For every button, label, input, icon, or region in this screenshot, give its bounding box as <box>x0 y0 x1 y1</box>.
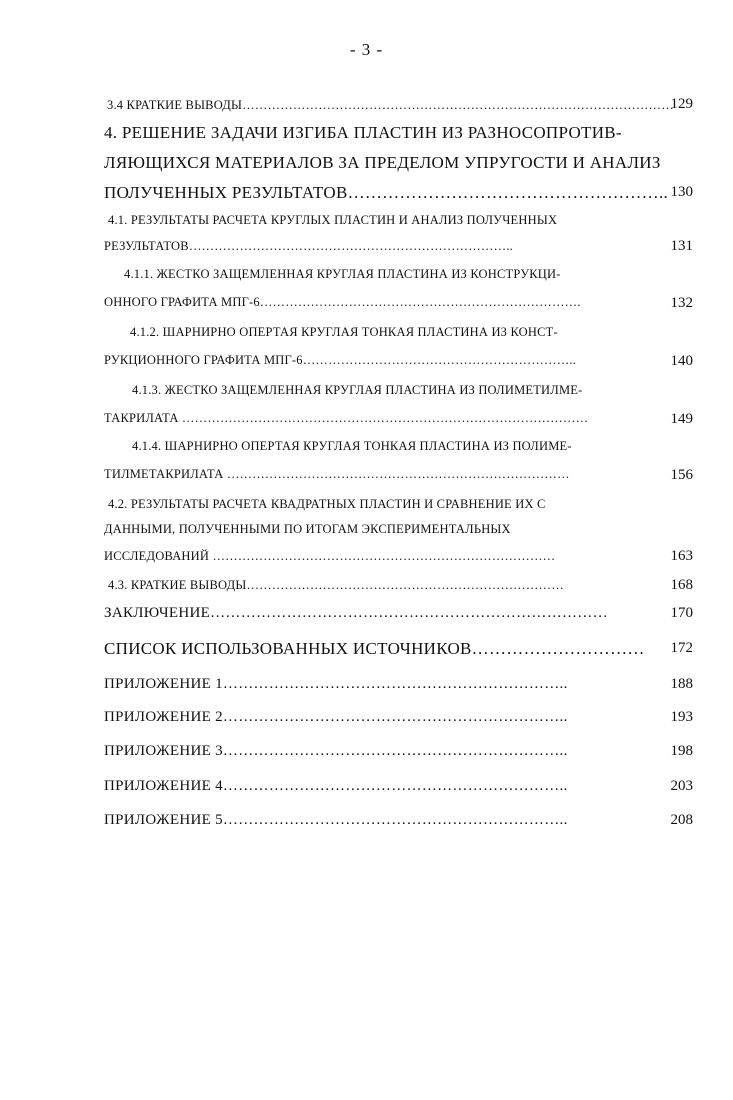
toc-entry-page: 172 <box>670 640 693 656</box>
toc-entry-4-1-2-line1 <box>0 322 733 344</box>
toc-entry-4-1-1-line1 <box>0 264 733 286</box>
toc-entry-page: 131 <box>670 238 693 254</box>
toc-entry-text: ПРИЛОЖЕНИЕ 4………………………………………………………….. <box>104 778 568 794</box>
toc-entry-page: 129 <box>670 96 693 112</box>
toc-entry-4-line2 <box>0 150 733 176</box>
toc-entry-text: ОННОГО ГРАФИТА МПГ-6…………………………………………………………………. <box>104 295 581 309</box>
toc-entry-appendix-2 <box>0 706 733 730</box>
toc-entry-4-2-line1 <box>0 494 733 516</box>
toc-entry-4-3 <box>0 575 733 597</box>
toc-entry-page: 203 <box>670 778 693 794</box>
toc-entry-appendix-1 <box>0 673 733 697</box>
toc-entry-page: 163 <box>670 548 693 564</box>
toc-entry-text: 4.1.3. ЖЕСТКО ЗАЩЕМЛЕННАЯ КРУГЛАЯ ПЛАСТИНА ИЗ ПОЛИМЕТИЛМЕ- <box>132 383 583 397</box>
toc-entry-text: ЗАКЛЮЧЕНИЕ…………………………………………………………………… <box>104 605 608 621</box>
toc-entry-page: 193 <box>670 709 693 725</box>
toc-entry-page: 149 <box>670 411 693 427</box>
toc-entry-text: ПРИЛОЖЕНИЕ 1………………………………………………………….. <box>104 676 568 692</box>
toc-entry-appendix-5 <box>0 809 733 833</box>
toc-entry-appendix-4 <box>0 775 733 799</box>
toc-entry-page: 168 <box>670 577 693 593</box>
toc-entry-4-line1 <box>0 120 733 146</box>
toc-entry-3-4 <box>0 94 733 116</box>
toc-entry-text: ПОЛУЧЕННЫХ РЕЗУЛЬТАТОВ……………………………………………….. <box>104 183 669 202</box>
toc-entry-text: СПИСОК ИСПОЛЬЗОВАННЫХ ИСТОЧНИКОВ………………………… <box>104 639 645 658</box>
toc-entry-4-line3 <box>0 180 733 206</box>
toc-entry-4-2-line3 <box>0 546 733 568</box>
toc-entry-text: 3.4 КРАТКИЕ ВЫВОДЫ………………………………………………………………………………………… <box>107 98 674 112</box>
toc-entry-text: 4.1. РЕЗУЛЬТАТЫ РАСЧЕТА КРУГЛЫХ ПЛАСТИН И АНАЛИЗ ПОЛУЧЕННЫХ <box>108 213 558 227</box>
toc-entry-text: ПРИЛОЖЕНИЕ 3………………………………………………………….. <box>104 743 568 759</box>
toc-entry-appendix-3 <box>0 740 733 764</box>
toc-entry-4-1-2-line2 <box>0 350 733 372</box>
toc-entry-page: 132 <box>670 295 693 311</box>
toc-entry-4-2-line2 <box>0 519 733 541</box>
toc-entry-4-1-1-line2 <box>0 292 733 314</box>
toc-entry-4-1-4-line2 <box>0 464 733 486</box>
toc-entry-text: РУКЦИОННОГО ГРАФИТА МПГ-6……………………………………………………….. <box>104 353 577 367</box>
toc-entry-text: 4.2. РЕЗУЛЬТАТЫ РАСЧЕТА КВАДРАТНЫХ ПЛАСТИН И СРАВНЕНИЕ ИХ С <box>108 497 546 511</box>
toc-entry-references <box>0 636 733 662</box>
toc-entry-4-1-3-line2 <box>0 408 733 430</box>
toc-entry-4-1-3-line1 <box>0 380 733 402</box>
toc-entry-text: ТАКРИЛАТА …………………………………………………………………………………… <box>104 411 589 425</box>
toc-entry-text: 4.1.1. ЖЕСТКО ЗАЩЕМЛЕННАЯ КРУГЛАЯ ПЛАСТИНА ИЗ КОНСТРУКЦИ- <box>124 267 561 281</box>
toc-entry-text: РЕЗУЛЬТАТОВ………………………………………………………………….. <box>104 239 513 253</box>
toc-entry-text: 4.3. КРАТКИЕ ВЫВОДЫ………………………………………………………………… <box>108 578 564 592</box>
toc-entry-text: ПРИЛОЖЕНИЕ 5………………………………………………………….. <box>104 812 568 828</box>
toc-entry-text: ЛЯЮЩИХСЯ МАТЕРИАЛОВ ЗА ПРЕДЕЛОМ УПРУГОСТИ И АНАЛИЗ <box>104 153 661 172</box>
toc-entry-4-1-4-line1 <box>0 436 733 458</box>
toc-entry-page: 130 <box>670 184 693 200</box>
toc-entry-text: ИССЛЕДОВАНИЙ ……………………………………………………………………… <box>104 549 556 563</box>
toc-entry-4-1-line2 <box>0 236 733 258</box>
toc-entry-page: 140 <box>670 353 693 369</box>
toc-entry-text: 4.1.2. ШАРНИРНО ОПЕРТАЯ КРУГЛАЯ ТОНКАЯ ПЛАСТИНА ИЗ КОНСТ- <box>130 325 558 339</box>
toc-entry-page: 188 <box>670 676 693 692</box>
toc-entry-page: 170 <box>670 605 693 621</box>
page-number: - 3 - <box>349 40 384 59</box>
toc-entry-text: 4. РЕШЕНИЕ ЗАДАЧИ ИЗГИБА ПЛАСТИН ИЗ РАЗНОСОПРОТИВ- <box>104 123 622 142</box>
toc-entry-text: ПРИЛОЖЕНИЕ 2………………………………………………………….. <box>104 709 568 725</box>
toc-entry-page: 208 <box>670 812 693 828</box>
toc-entry-page: 156 <box>670 467 693 483</box>
toc-entry-4-1-line1 <box>0 210 733 232</box>
toc-entry-text: ДАННЫМИ, ПОЛУЧЕННЫМИ ПО ИТОГАМ ЭКСПЕРИМЕНТАЛЬНЫХ <box>104 522 511 536</box>
toc-entry-text: ТИЛМЕТАКРИЛАТА ……………………………………………………………………… <box>104 467 570 481</box>
toc-entry-text: 4.1.4. ШАРНИРНО ОПЕРТАЯ КРУГЛАЯ ТОНКАЯ ПЛАСТИНА ИЗ ПОЛИМЕ- <box>132 439 572 453</box>
toc-entry-page: 198 <box>670 743 693 759</box>
toc-entry-conclusion <box>0 602 733 626</box>
